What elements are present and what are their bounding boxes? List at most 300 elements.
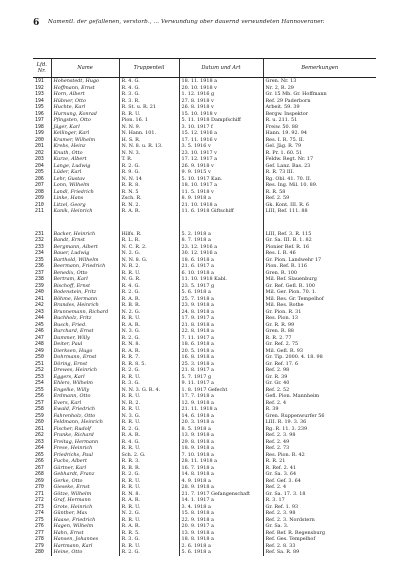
cell-nr: 239 — [35, 282, 44, 289]
cell-datum: 26. 9. 1918 v — [179, 163, 263, 170]
cell-nr: 252 — [35, 367, 44, 373]
cell-nr: 192 — [35, 84, 44, 91]
cell-note: LIII, Ref. 111. 88 — [263, 208, 376, 215]
cell-nr: 265 — [35, 451, 44, 458]
cell-name: Knuth, Otto — [51, 150, 119, 157]
cell-name: Grote, Heinrich — [51, 504, 119, 511]
cell-datum: 7. 10. 1918 a — [179, 452, 263, 459]
cell-note: Gr. 15 Mb. Gr. Hoffmann — [263, 91, 376, 98]
cell-note: Hann. 19. 92. 94 — [263, 130, 376, 137]
cell-name: Fischer, Rudolf — [51, 426, 119, 433]
cell-name: Böhme, Hermann — [51, 296, 119, 303]
cell-nr: 236 — [35, 263, 44, 269]
cell-note: Pionier Ref. R. 16 — [263, 244, 376, 251]
cell-datum: 23. 5. 1917 g — [179, 283, 263, 290]
cell-datum: 14. 6. 1918 a — [179, 413, 263, 420]
cell-name: Lüder, Karl — [51, 169, 119, 176]
cell-note: Ref. 29 Paderborn — [263, 98, 376, 105]
casualty-table — [33, 58, 376, 556]
cell-name: Hansen, Johannes — [51, 536, 119, 543]
cell-nr: 198 — [35, 123, 44, 130]
cell-nr: 250 — [35, 354, 44, 360]
cell-name: Jäger, Karl — [51, 124, 119, 131]
cell-note: Ref. Sa. R. 89 — [263, 549, 376, 556]
cell-name: Hartmann, Karl — [51, 543, 119, 550]
cell-datum: 13. 9. 1918 a — [179, 530, 263, 537]
cell-datum: 22. 8. 1918 a — [179, 328, 263, 335]
cell-datum: 21. 7. 1917 Gefangenschaft — [179, 491, 263, 498]
cell-nr: 262 — [35, 432, 44, 438]
cell-datum: 16. 8. 1918 a — [179, 354, 263, 361]
cell-truppe: R. R. 8. — [119, 182, 179, 189]
cell-name: Haase, Friedrich — [51, 517, 119, 524]
table-body — [33, 78, 376, 556]
cell-note: Gr. Ref. 2. 75 — [263, 341, 376, 348]
cell-note: Gr. Tip. 2000. 4. 18. 98 — [263, 354, 376, 361]
cell-nr: 246 — [35, 328, 44, 334]
cell-note: Feldw. Regt. Nr. 17 — [263, 156, 376, 163]
cell-truppe: R. 9. G. — [119, 169, 179, 176]
cell-name: Feldmann, Heinrich — [51, 419, 119, 426]
cell-truppe: Pion. 16. 1 — [119, 117, 179, 124]
cell-nr: 277 — [35, 529, 44, 536]
cell-truppe: R. A. R. — [119, 208, 179, 215]
cell-name: Erdmann, Otto — [51, 393, 119, 400]
cell-truppe: R. N. 5 — [119, 189, 179, 196]
cell-name: Heine, Otto — [51, 549, 119, 556]
cell-datum: 24. 8. 1918 a — [179, 309, 263, 316]
cell-name: Burchard, Ernst — [51, 328, 119, 335]
cell-name: Drewes, Heinrich — [51, 367, 119, 374]
cell-truppe: R. R. U. — [119, 270, 179, 277]
cell-note: Res. I. R. 75. II. — [263, 137, 376, 144]
spacer-cell — [179, 215, 263, 231]
group-spacer — [33, 215, 376, 231]
cell-datum: 16. 7. 1918 a — [179, 465, 263, 472]
cell-datum: 9. 11. 1917 a — [179, 380, 263, 387]
spacer-cell — [119, 215, 179, 231]
cell-datum: 5. 7. 1917 g — [179, 374, 263, 381]
cell-name: Pfingsten, Otto — [51, 117, 119, 124]
cell-datum: 14. 8. 1918 a — [179, 471, 263, 478]
cell-nr: 270 — [35, 484, 44, 490]
cell-name: Günther, Max — [51, 510, 119, 517]
cell-nr: 232 — [35, 237, 44, 243]
cell-truppe: R. R. U. — [119, 315, 179, 322]
cell-note: Mil. Res. Rothe — [263, 302, 376, 309]
cell-truppe: N. N. 9. — [119, 124, 179, 131]
cell-truppe: R. N. 8. — [119, 491, 179, 498]
cell-nr: 256 — [35, 393, 44, 399]
cell-datum: 8. 9. 1918 a — [179, 195, 263, 202]
cell-nr: 261 — [35, 425, 44, 432]
cell-truppe: R. R. U. — [119, 419, 179, 426]
header-datum: Datum und Art — [179, 59, 263, 78]
cell-name: Lehr, Gustav — [51, 176, 119, 183]
cell-datum: 21. 10. 1918 a — [179, 202, 263, 209]
cell-note: R. 39 — [263, 406, 376, 413]
cell-truppe: R. 4. G. — [119, 85, 179, 92]
cell-datum: 15. 8. 1918 a — [179, 510, 263, 517]
cell-note: R. 3. 17 — [263, 497, 376, 504]
table-row — [33, 549, 376, 556]
cell-truppe: Sch. 2. G. — [119, 452, 179, 459]
cell-truppe: R. St. u. R. 21 — [119, 104, 179, 111]
cell-datum: 28. 11. 1918 a — [179, 458, 263, 465]
cell-truppe: R. A. R. — [119, 348, 179, 355]
cell-note: Gr. R. 39 — [263, 374, 376, 381]
cell-datum: 12. 9. 1918 a — [179, 400, 263, 407]
cell-truppe: R. R. U. — [119, 504, 179, 511]
cell-truppe: N. N. 3. — [119, 150, 179, 157]
cell-nr: 244 — [35, 315, 44, 321]
cell-name: Ewald, Friedrich — [51, 406, 119, 413]
cell-name: Graf, Hermann — [51, 497, 119, 504]
cell-truppe: N. R. 2. — [119, 263, 179, 270]
cell-datum: 25. 3. 1918 a — [179, 361, 263, 368]
header-name: Name — [51, 59, 119, 78]
cell-note: Gren. R. 88 — [263, 328, 376, 335]
cell-note: Ref. 2. 3. Nordstern — [263, 517, 376, 524]
cell-note: Gr. Pion. Landwehr 17 — [263, 257, 376, 264]
cell-name: Hübner, Otto — [51, 98, 119, 105]
cell-datum: 18. 10. 1917 a — [179, 182, 263, 189]
cell-nr: 243 — [35, 308, 44, 315]
cell-name: Beermann, Friedrich — [51, 263, 119, 270]
cell-name: Hagen, Wilhelm — [51, 523, 119, 530]
cell-note: Gr. Sa. 17. 3. 18 — [263, 491, 376, 498]
cell-note: R. Ref. 2. 41 — [263, 465, 376, 472]
cell-nr: 204 — [35, 162, 44, 169]
cell-truppe: R. R. U. — [119, 406, 179, 413]
cell-nr: 205 — [35, 169, 44, 175]
cell-truppe: R. R. 8. 5. — [119, 361, 179, 368]
cell-datum: 20. 10. 1918 v — [179, 85, 263, 92]
cell-name: Linke, Hans — [51, 195, 119, 202]
cell-name: Gieseke, Ernst — [51, 484, 119, 491]
cell-datum: 21. 11. 1918 a — [179, 406, 263, 413]
cell-note: Gel. Jäg. R. 79 — [263, 143, 376, 150]
cell-nr: 199 — [35, 130, 44, 136]
cell-note: R. R. 73 III. — [263, 169, 376, 176]
cell-truppe: N. 3. G. — [119, 413, 179, 420]
cell-note: Gren. R. 100 — [263, 270, 376, 277]
cell-name: Ehlers, Wilhelm — [51, 380, 119, 387]
cell-note: Res. Ing. Mil. 10. 89. — [263, 182, 376, 189]
cell-nr: 278 — [35, 536, 44, 542]
cell-note: Freiw. 50. 88 — [263, 124, 376, 131]
cell-nr: 231 — [35, 230, 44, 237]
cell-datum: 14. 1. 1917 a — [179, 497, 263, 504]
cell-note: Ref. Gef. 3. 64 — [263, 478, 376, 485]
cell-name: Engelke, Willy — [51, 387, 119, 394]
cell-nr: 197 — [35, 117, 44, 123]
cell-datum: 5. 11. 1918 Dampfschiff — [179, 117, 263, 124]
cell-truppe: R. L. R. — [119, 237, 179, 244]
cell-note: LIII, Ref. 3. R. 115 — [263, 231, 376, 238]
cell-note: Pion. Ref. R. 116 — [263, 263, 376, 270]
cell-truppe: R. R. U. — [119, 445, 179, 452]
cell-note: Ref. 2. 98 — [263, 367, 376, 374]
cell-name: Bauer, Ludwig — [51, 250, 119, 257]
cell-note: Res. Pion. R. 42 — [263, 452, 376, 459]
cell-nr: 280 — [35, 549, 44, 555]
cell-note: Gef. Lanz. Bas. 23 — [263, 163, 376, 170]
cell-nr: 201 — [35, 143, 44, 149]
cell-note: Mil. Ger. Pion. 70. 1. — [263, 289, 376, 296]
cell-nr: 259 — [35, 412, 44, 419]
cell-name: Frese, Heinrich — [51, 445, 119, 452]
cell-truppe: R. A. R. — [119, 497, 179, 504]
cell-datum: 17. 9. 1917 a — [179, 315, 263, 322]
cell-datum: 21. 8. 1917 a — [179, 367, 263, 374]
cell-truppe: R. A. R. — [119, 322, 179, 329]
cell-nr: 233 — [35, 243, 44, 250]
cell-nr: 242 — [35, 302, 44, 308]
cell-nr: 194 — [35, 97, 44, 104]
cell-note: R. R. 2. 77 — [263, 335, 376, 342]
cell-nr: 247 — [35, 334, 44, 341]
cell-note: Rg. R. 11. 3. 239 — [263, 426, 376, 433]
cell-note: Arbeit. 59. 39 — [263, 104, 376, 111]
cell-note: Gr. Sa. 3. 64 — [263, 471, 376, 478]
cell-name: Huchte, Karl — [51, 104, 119, 111]
cell-nr: 202 — [35, 149, 44, 156]
cell-name: Franke, Richard — [51, 432, 119, 439]
cell-datum: 23. 9. 1918 a — [179, 302, 263, 309]
spacer-cell — [263, 215, 376, 231]
cell-note: Bergw. Inspektor — [263, 111, 376, 118]
cell-nr: 210 — [35, 201, 44, 208]
cell-nr: 260 — [35, 419, 44, 425]
running-head: Namentl. der gefallenen, verstorb., ... Verwundung ober dauernd verwundeten Hannoveraner. — [48, 19, 325, 25]
cell-datum: 18. 8. 1918 a — [179, 536, 263, 543]
cell-datum: 6. 10. 1918 a — [179, 270, 263, 277]
cell-name: Gebhardt, Franz — [51, 471, 119, 478]
cell-nr: 238 — [35, 276, 44, 282]
cell-name: Barthold, Wilhelm — [51, 257, 119, 264]
cell-truppe: R. 2. G. — [119, 426, 179, 433]
cell-name: Horn, Albert — [51, 91, 119, 98]
cell-datum: 8. 5. 1918 a — [179, 426, 263, 433]
header-truppe: Truppenteil — [119, 59, 179, 78]
cell-name: Friedrichs, Paul — [51, 452, 119, 459]
cell-name: Eggers, Karl — [51, 374, 119, 381]
cell-truppe: R. R. U. — [119, 484, 179, 491]
cell-note: R. Pr. 1. 60. 51 — [263, 150, 376, 157]
cell-name: Buchholz, Fritz — [51, 315, 119, 322]
cell-note: Ref. 2. 3. 98 — [263, 510, 376, 517]
cell-nr: 200 — [35, 136, 44, 143]
cell-truppe: R. 2. G. — [119, 289, 179, 296]
cell-truppe: R. 2. G. — [119, 335, 179, 342]
cell-datum: 15. 10. 1918 v — [179, 111, 263, 118]
cell-nr: 279 — [35, 542, 44, 549]
cell-datum: 1. 12. 1916 g — [179, 91, 263, 98]
cell-truppe: N. R. 2. — [119, 400, 179, 407]
cell-note: Mil. Gefl. R. 93 — [263, 348, 376, 355]
cell-note: Ref. 2. 4 — [263, 484, 376, 491]
cell-nr: 234 — [35, 250, 44, 256]
cell-truppe: R. 3. G. — [119, 91, 179, 98]
cell-name: Bertram, Karl — [51, 276, 119, 283]
cell-note: Ref. 2. 52 — [263, 387, 376, 394]
cell-truppe: R. R. U. — [119, 478, 179, 485]
cell-note: Ref. 2. 49 — [263, 439, 376, 446]
cell-truppe: Hilfs. R. — [119, 231, 179, 238]
cell-name: Hoffmann, Ernst — [51, 85, 119, 92]
cell-truppe: N. Hann. 101. — [119, 130, 179, 137]
cell-note: Ref. Ges. Tempelhof — [263, 536, 376, 543]
cell-name: Kanik, Heinrich — [51, 208, 119, 215]
cell-note: Gr. Gr. 40 — [263, 380, 376, 387]
cell-nr: 264 — [35, 445, 44, 451]
cell-datum: 20. 3. 1918 a — [179, 419, 263, 426]
cell-nr: 271 — [35, 490, 44, 497]
cell-name: Kurze, Albert — [51, 156, 119, 163]
cell-datum: 5. 6. 1918 a — [179, 549, 263, 556]
cell-note: Gr. Ref. 17. 6 — [263, 361, 376, 368]
cell-nr: 254 — [35, 380, 44, 386]
cell-name: Brunnemann, Richard — [51, 309, 119, 316]
cell-note: Gr. Pion. R. 31 — [263, 309, 376, 316]
cell-datum: 1. 8. 1917 Gefecht — [179, 387, 263, 394]
spacer-cell — [51, 215, 119, 231]
cell-nr: 241 — [35, 295, 44, 302]
cell-truppe: R. 4. G. — [119, 439, 179, 446]
cell-nr: 266 — [35, 458, 44, 464]
cell-truppe: R. R. 7. — [119, 354, 179, 361]
cell-datum: 20. 5. 1918 a — [179, 348, 263, 355]
cell-datum: 22. 9. 1918 a — [179, 517, 263, 524]
cell-datum: 5. 10. 1917 Kan. — [179, 176, 263, 183]
cell-truppe: R. R. U. — [119, 111, 179, 118]
page-number: 6 — [33, 18, 40, 28]
cell-truppe: R. N. 2. — [119, 202, 179, 209]
cell-truppe: N. 3. G. — [119, 328, 179, 335]
cell-nr: 193 — [35, 91, 44, 97]
cell-truppe: T. R. — [119, 156, 179, 163]
cell-nr: 209 — [35, 195, 44, 201]
cell-nr: 253 — [35, 373, 44, 380]
cell-truppe: N. N. 8. G. — [119, 257, 179, 264]
header-nr: Lfd. Nr. — [33, 59, 51, 78]
cell-name: Evers, Karl — [51, 400, 119, 407]
cell-truppe: R. A. R. — [119, 523, 179, 530]
cell-nr: 237 — [35, 269, 44, 276]
cell-truppe: N. 2. G. — [119, 309, 179, 316]
cell-name: Döring, Ernst — [51, 361, 119, 368]
cell-name: Lange, Ludwig — [51, 163, 119, 170]
cell-name: Bandt, Ernst — [51, 237, 119, 244]
cell-note: Gr. R. R. 99 — [263, 322, 376, 329]
cell-note: Gk. Kont. III. R. 6 — [263, 202, 376, 209]
cell-nr: 267 — [35, 464, 44, 471]
cell-nr: 258 — [35, 406, 44, 412]
cell-name: Dammer, Willy — [51, 335, 119, 342]
cell-name: Gärtner, Karl — [51, 465, 119, 472]
cell-datum: 15. 12. 1916 a — [179, 130, 263, 137]
cell-datum: 9. 9. 1915 v — [179, 169, 263, 176]
cell-name: Krebs, Heinz — [51, 143, 119, 150]
cell-datum: 18. 6. 1918 a — [179, 341, 263, 348]
cell-note: Ref. 2. 8. 33 — [263, 543, 376, 550]
cell-truppe: R. A. R. — [119, 296, 179, 303]
cell-note: Ref. 2. 4 — [263, 400, 376, 407]
cell-note: R. R. 58 — [263, 189, 376, 196]
cell-truppe: R. 4. G. — [119, 283, 179, 290]
cell-datum: 30. 12. 1916 a — [179, 250, 263, 257]
cell-datum: 8. 7. 1918 a — [179, 237, 263, 244]
cell-truppe: R. R. U. — [119, 374, 179, 381]
table-row — [33, 78, 376, 85]
cell-nr: 273 — [35, 503, 44, 510]
cell-datum: 18. 9. 1918 a — [179, 445, 263, 452]
cell-nr: 251 — [35, 360, 44, 367]
cell-name: Brandes, Heinrich — [51, 302, 119, 309]
cell-datum: 26. 8. 1918 v — [179, 104, 263, 111]
cell-datum: 25. 7. 1918 a — [179, 296, 263, 303]
cell-name: Backer, Heinrich — [51, 231, 119, 238]
cell-note: Ref. Ref. R. Regensburg — [263, 530, 376, 537]
cell-note: Gr. Ref. 1. 93 — [263, 504, 376, 511]
cell-note: R. u. 211. 51 — [263, 117, 376, 124]
cell-datum: 23. 12. 1916 a — [179, 244, 263, 251]
cell-nr: 257 — [35, 399, 44, 406]
cell-truppe: Zsch. R. — [119, 195, 179, 202]
cell-datum: 17. 11. 1916 v — [179, 137, 263, 144]
cell-name: Hahn, Ernst — [51, 530, 119, 537]
cell-truppe: R. R. U. — [119, 393, 179, 400]
cell-name: Bodenstein, Fritz — [51, 289, 119, 296]
cell-name: Fuchs, Albert — [51, 458, 119, 465]
cell-nr: 263 — [35, 438, 44, 445]
cell-truppe: N. G. R. — [119, 276, 179, 283]
cell-truppe: R. 3. G. — [119, 380, 179, 387]
cell-truppe: R. B. R. — [119, 465, 179, 472]
cell-nr: 274 — [35, 510, 44, 516]
cell-truppe: R. 3. R. — [119, 98, 179, 105]
cell-truppe: N. N. 8. u. R. 13. — [119, 143, 179, 150]
cell-name: Dohrmann, Ernst — [51, 354, 119, 361]
cell-nr: 276 — [35, 523, 44, 529]
cell-datum: 13. 9. 1918 a — [179, 432, 263, 439]
cell-datum: 3. 5. 1916 v — [179, 143, 263, 150]
cell-name: Hohenstedt, Hugo — [51, 78, 119, 85]
cell-nr: 275 — [35, 516, 44, 523]
cell-datum: 17. 7. 1918 a — [179, 393, 263, 400]
cell-nr: 255 — [35, 386, 44, 393]
cell-datum: 11. 5. 1918 v — [179, 189, 263, 196]
cell-name: Deiter, Paul — [51, 341, 119, 348]
cell-name: Busch, Fried. — [51, 322, 119, 329]
cell-nr: 249 — [35, 347, 44, 354]
cell-datum: 2. 6. 1918 a — [179, 543, 263, 550]
cell-nr: 191 — [35, 78, 44, 84]
cell-truppe: R. R. U. — [119, 543, 179, 550]
cell-name: Kellinger, Karl — [51, 130, 119, 137]
cell-name: Kramer, Wilhelm — [51, 137, 119, 144]
cell-note: Mil. Res. Gr. Tempelhof — [263, 296, 376, 303]
cell-truppe: R. 2. G. — [119, 163, 179, 170]
cell-name: Landl, Friedrich — [51, 189, 119, 196]
cell-nr: 272 — [35, 497, 44, 503]
cell-datum: 29. 8. 1918 a — [179, 439, 263, 446]
cell-truppe: H. S. R. — [119, 137, 179, 144]
cell-nr: 211 — [35, 208, 44, 214]
cell-datum: 3. 10. 1917 f — [179, 124, 263, 131]
cell-nr: 269 — [35, 477, 44, 484]
